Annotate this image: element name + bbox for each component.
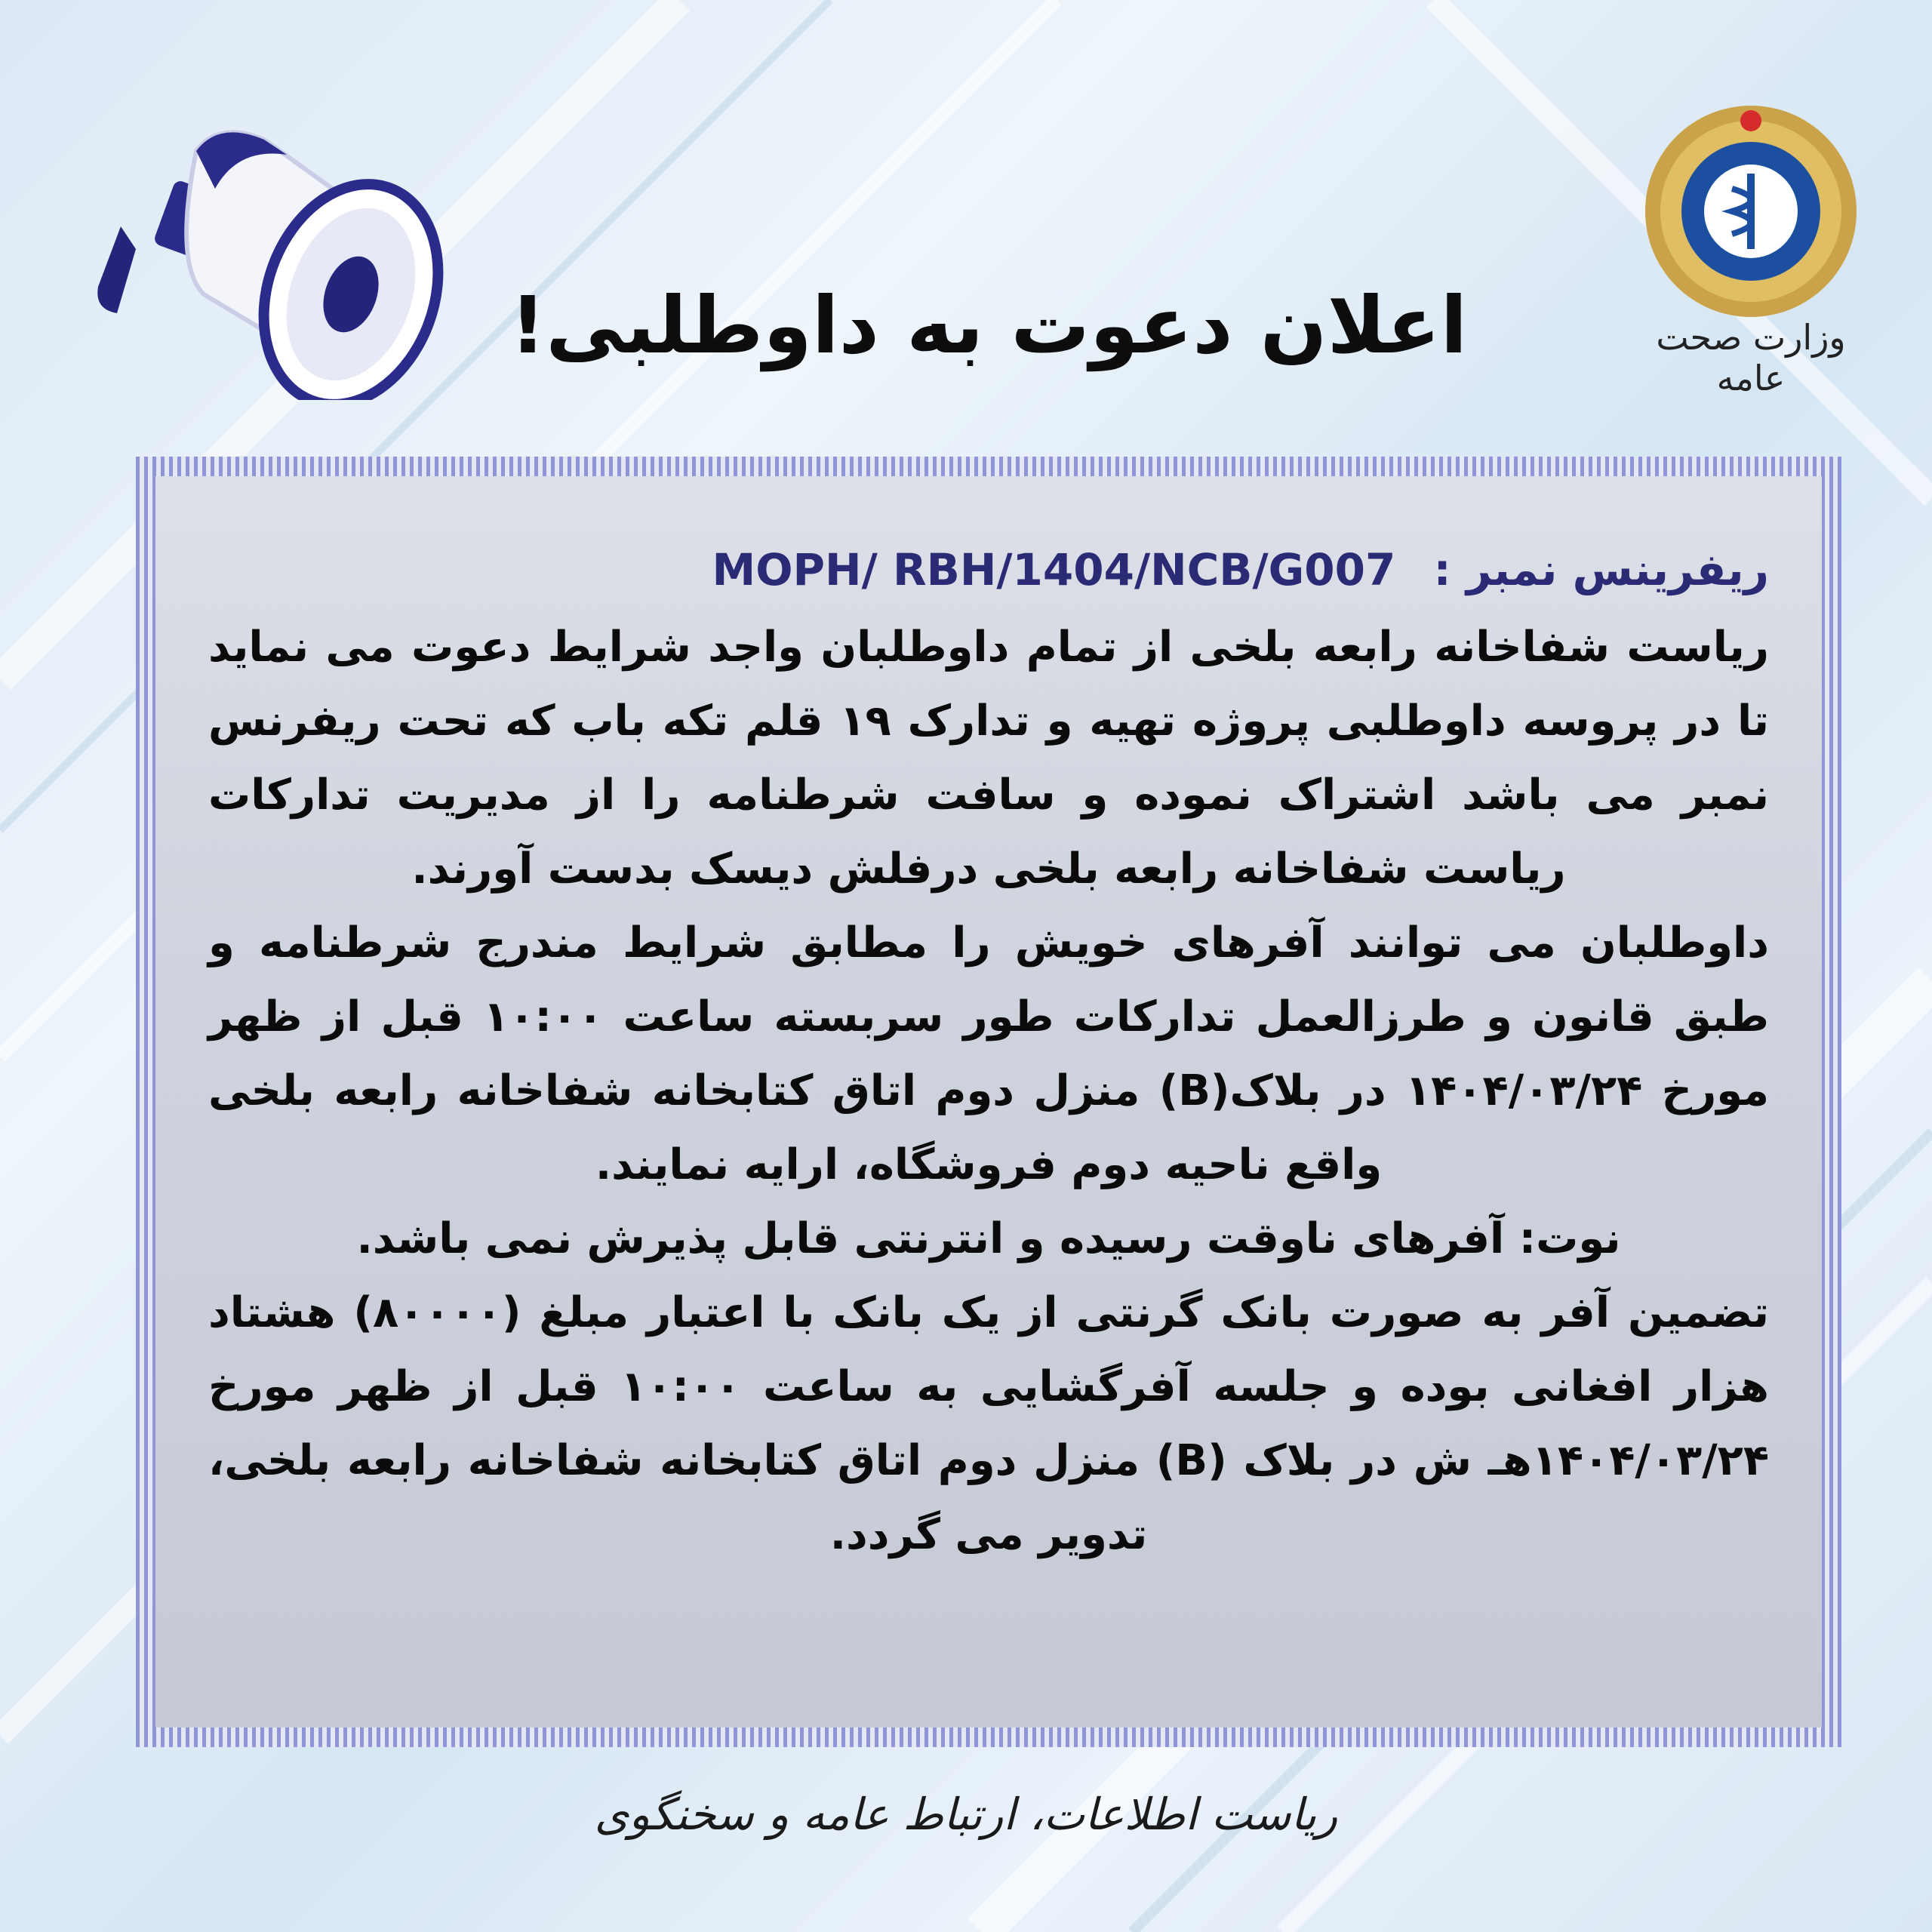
reference-line	[208, 544, 1769, 595]
reference-separator: :	[1433, 544, 1451, 595]
footer-signature: ریاست اطلاعات، ارتباط عامه و سخنگوی	[594, 1789, 1338, 1840]
announcement-panel	[136, 457, 1841, 1747]
megaphone-icon	[91, 68, 483, 400]
announcement-content	[208, 544, 1769, 1682]
reference-code: MOPH/ RBH/1404/NCB/G007	[712, 544, 1396, 595]
ministry-caption: وزارت صحت عامه	[1656, 317, 1846, 398]
ministry-emblem-icon	[1638, 98, 1864, 340]
reference-label: ریفرینس نمبر	[1466, 544, 1769, 595]
paragraph-submission: داوطلبان می توانند آفرهای خویش را مطابق شرایط مندرج شرطنامه و طبق قانون و طرزالعمل تدارکات طور سربسته ساعت ۱۰:۰۰ قبل از ظهر مورخ ۱۴۰۴/۰۳/۲۴ در بلاک(B) منزل دوم اتاق کتابخانه شفاخانه رابعه بلخی واقع ناحیه دوم فروشگاه، ارایه نمایند.	[208, 918, 1770, 1189]
paragraph-guarantee: تضمین آفر به صورت بانک گرنتی از یک بانک با اعتبار مبلغ (۸۰۰۰۰) هشتاد هزار افغانی بوده و جلسه آفرگشایی به ساعت ۱۰:۰۰ قبل از ظهر مورخ ۱۴۰۴/۰۳/۲۴هـ ش در بلاک (B) منزل دوم اتاق کتابخانه شفاخانه رابعه بلخی، تدویر می گردد.	[208, 1288, 1769, 1559]
paragraph-invitation: ریاست شفاخانه رابعه بلخی از تمام داوطلبان واجد شرایط دعوت می نماید تا در پروسه داوطلبی پروژه تهیه و تدارک ۱۹ قلم تکه باب که تحت ریفرنس نمبر می باشد اشتراک نموده و سافت شرطنامه را از مدیریت تدارکات ریاست شفاخانه رابعه بلخی درفلش دیسک بدست آورند.	[208, 623, 1770, 894]
page-title: اعلان دعوت به داوطلبی!	[509, 279, 1468, 371]
note-line: نوت: آفرهای ناوقت رسیده و انترنتی قابل پذیرش نمی باشد.	[356, 1214, 1621, 1263]
